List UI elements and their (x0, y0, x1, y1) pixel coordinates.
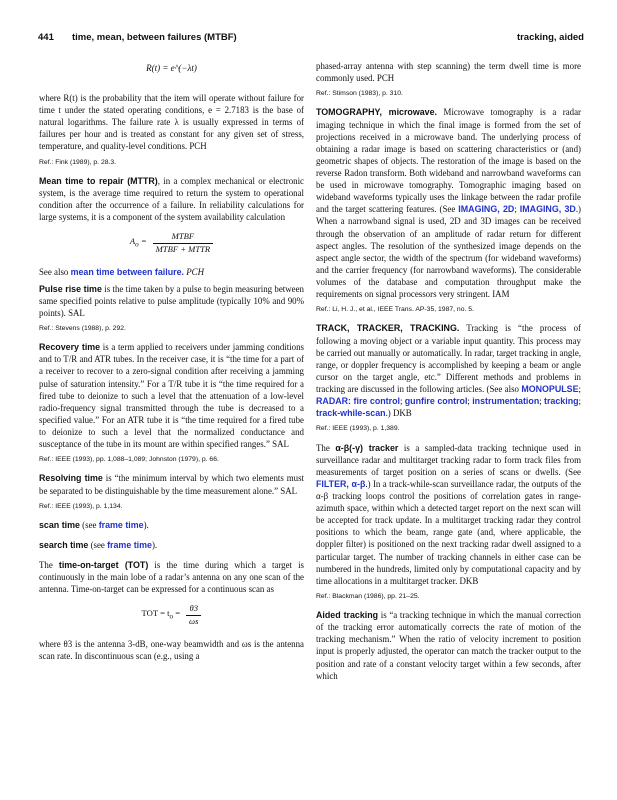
link-frame-time[interactable]: frame time (98, 519, 144, 530)
header-right-guide: tracking, aided (516, 32, 584, 43)
link-instrumentation[interactable]: instrumentation (472, 396, 540, 407)
mttr-entry (39, 175, 304, 223)
resolving-time-term: Resolving time (39, 473, 103, 484)
reference: Ref.: Stimson (1983), p. 310. (316, 90, 403, 98)
eq3-fraction (186, 603, 201, 627)
tot-tail-paragraph: where θ3 is the antenna 3-dB, one-way beamwidth and ωs is the antenna scan rate. In discontinuous scan (e.g., using a (39, 638, 304, 661)
eq3-denominator: ωs (189, 616, 199, 627)
search-time-entry: search time (see frame time). (39, 540, 158, 551)
eq2-numerator: MTBF (153, 231, 214, 244)
continued-paragraph: phased-array antenna with step scanning) the term dwell time is more commonly used. PCH (316, 61, 581, 84)
reliability-paragraph: where R(t) is the probability that the item will operate without failure for time t under the stated operating conditions, e = 2.7183 is the base of natural logarithms. The failure rate λ is usually expressed in terms of failures per hour and is treated as constant for any given set of stress, temperature, and quality-level conditions. PCH (39, 93, 304, 152)
link-monopulse[interactable]: MONOPULSE (521, 383, 579, 394)
see-also-line: See also mean time between failure. PCH (39, 266, 204, 277)
link-imaging-2d[interactable]: IMAGING, 2D (458, 204, 515, 215)
link-gunfire-control[interactable]: gunfire control (404, 396, 468, 407)
equation-tot (39, 603, 304, 627)
link-filter-alpha-beta[interactable]: FILTER, α-β (316, 478, 366, 489)
scan-time-entry: scan time (see frame time). (39, 519, 149, 530)
eq2-lhs: $A_o$ = (129, 236, 147, 249)
reference: Ref.: IEEE (1993), p. 1,389. (316, 425, 400, 433)
time-on-target-entry: The time-on-target (TOT) is the time during which a target is continuously in the main lobe of a radar’s antenna on any one scan of the antenna. Time-on-target can be expressed for a continuous scan as (39, 560, 304, 595)
link-track-while-scan[interactable]: track-while-scan (316, 408, 386, 419)
alpha-beta-tracker-term: α-β(-γ) tracker (335, 442, 399, 453)
tracking-term: TRACK, TRACKER, TRACKING. (316, 323, 460, 334)
eq3-lhs: TOT = $t_o$ = (141, 608, 181, 622)
link-tracking[interactable]: tracking (544, 396, 579, 407)
reference: Ref.: Stevens (1988), p. 292. (39, 325, 126, 333)
running-header (38, 32, 584, 46)
reference: Ref.: Fink (1989), p. 28.3. (39, 158, 117, 166)
recovery-time-entry: Recovery time is a term applied to receivers under jamming conditions and to T/R and ATR tubes. In the receiver case, it is “the time for a part of a receiver to recover to a zero-signal condition after receiving a jamming pulse of saturation intensity.” For a T/R tube it is “the time required for a fired tube to deionize to such a level that the attenuation of a low-level radio-frequency signal transmitted through the tube is decreased to a specified value.” For an ATR tube it is “the time required for a fired tube to deionize to such a level that the normalized conductance and susceptance of the tube in its mount are within specified ranges.” SAL (39, 342, 304, 450)
tomography-entry: TOMOGRAPHY, microwave. Microwave tomography is a radar imaging technique in which the final image is formed from the set of projections received in a microwave band. The underlying process of obtaining a radar image is based on scattering characteristics or (and) geometric shapes of objects. The restoration of the image is based on the reverse Radon transform. Both wideband and narrowband waveforms can be used in microwave tomography. Tomographic imaging based on wideband waveforms typically uses the linkage between the radar profile and the target scattering features. (See IMAGING, 2D; IMAGING, 3D.) When a narrowband signal is used, 2D and 3D images can be received through the observation of an amplitude of radar return for different aspect angles. The resolution of the synthesized image depends on the aspect angle sector, the width of the spectrum (for wideband waveforms) and the carrier frequency (for narrowband waveforms). The considerable volumes of the database and computation throughput make the requirements on signal processors very stringent. IAM (316, 107, 581, 300)
mttr-term: Mean time to repair (MTTR) (39, 175, 158, 186)
eq2-fraction (153, 231, 214, 255)
link-radar-fire-control[interactable]: RADAR: fire control (316, 396, 400, 407)
recovery-time-term: Recovery time (39, 342, 101, 353)
eq3-numerator: θ3 (186, 603, 201, 616)
resolving-time-entry: Resolving time is “the minimum interval by which two elements must be separated to be distinguishable by the time measurement alone.” SAL (39, 473, 304, 496)
reference: Ref.: IEEE (1993), p. 1,134. (39, 502, 123, 510)
link-mean-time-between-failure[interactable]: mean time between failure. (70, 266, 185, 277)
reference: Ref.: IEEE (1993), pp. 1,088–1,089; Johnston (1979), p. 66. (39, 456, 219, 464)
right-column (316, 60, 581, 687)
aided-tracking-entry: Aided tracking is “a tracking technique in which the manual correction of the tracking error automatically corrects the rate of motion of the tracking mechanism.” When the ratio of velocity increment to position input is properly adjusted, the operator can match the tracker output to the position and rate of a constant velocity target within a few seconds, after which (316, 610, 581, 681)
equation-reliability: R(t) = e^(−λt) (146, 63, 197, 73)
header-title: time, mean, between failures (MTBF) (72, 32, 237, 43)
equation-availability (39, 231, 304, 255)
pulse-rise-time-term: Pulse rise time (39, 283, 102, 294)
left-column (39, 60, 304, 667)
tracking-entry: TRACK, TRACKER, TRACKING. Tracking is “the process of following a moving object or a variable input quantity. This process may be carried out manually or automatically. In radar, target tracking in angle, range, or doppler frequency is accomplished by keeping a beam or angle cursor on the target angle, etc.” Different methods and problems in tracking are discussed in the following articles. (See also MONOPULSE; RADAR: fire control; gunfire control; instrumentation; tracking; track-while-scan.) DKB (316, 323, 582, 419)
time-on-target-term: time-on-target (TOT) (58, 560, 149, 571)
mttr-text: , in a complex mechanical or electronic system, is the average time required to return the system to operational condition after the occurrence of a failure. In reliability calculations for large systems, it is a component of the system availability calculation (39, 175, 304, 223)
link-imaging-3d[interactable]: IMAGING, 3D (519, 204, 576, 215)
page-number: 441 (38, 32, 54, 43)
eq2-denominator: MTBF + MTTR (155, 243, 211, 254)
aided-tracking-term: Aided tracking (316, 610, 379, 621)
alpha-beta-tracker-entry: The α-β(-γ) tracker is a sampled-data tracking technique used in surveillance radar and multitarget tracking radar to form track files from measurements of target position on a series of scans or dwells. (See FILTER, α-β.) In a track-while-scan surveillance radar, the outputs of the α-β tracking loops control the positions of correlation gates in range-azimuth space, within which a detected target report on the next scan will be accepted for track update. In a multitarget tracking radar they control positions to which the beam, range gate (and, where applicable, the doppler filter) is positioned on the next tracking radar dwell assigned to a particular target. The number of tracking channels in either case can be numbered in the hundreds, limited only by computational capacity and by time allocations in a multitarget tracker. DKB (316, 442, 581, 586)
tomography-term: TOMOGRAPHY, microwave. (316, 107, 438, 118)
reference: Ref.: Li, H. J., et al., IEEE Trans. AP-35, 1987, no. 5. (316, 306, 474, 314)
link-frame-time[interactable]: frame time (107, 540, 152, 551)
reference: Ref.: Blackman (1986), pp. 21–25. (316, 592, 420, 600)
pulse-rise-time-entry: Pulse rise time is the time taken by a pulse to begin measuring between same specified points relative to pulse amplitude (typically 10% and 90% points). SAL (39, 283, 304, 318)
